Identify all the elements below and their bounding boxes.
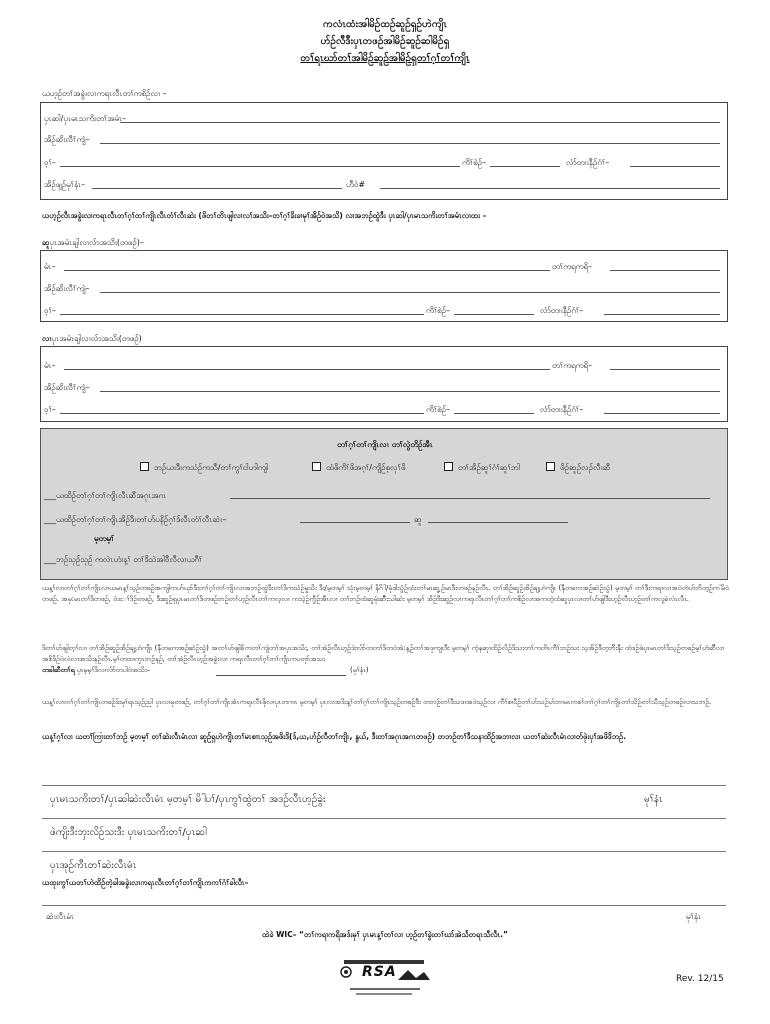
to-address-field[interactable]	[100, 391, 720, 392]
patient-zip-label: လံာ်တၢးနီဉ်ဂံၢ်–	[566, 158, 610, 167]
from-phone-label: တၢ်ကရကရိ–	[552, 262, 592, 271]
form-title-line-3: တၢ်ရၤဃာ်တၢ်အါမိဉ်ဆူဉ်အါမိဉ်ရှတၢ်ဂ့ၢ်တၢ်ကျိၤ	[300, 53, 470, 64]
to-phone-label: တၢ်ကရကရိ–	[552, 361, 592, 370]
checkbox-social-label: ထံဖိကိၢ်ဖိအဂ့ၢ်/ကျိဉ်စ့လုၢ်ဖိ	[326, 463, 406, 472]
info-line-2-field-b[interactable]	[428, 522, 568, 523]
to-block-label	[42, 333, 142, 345]
patient-state-label: ကိၢ်စဲဉ်–	[462, 158, 487, 167]
to-name-field[interactable]	[64, 369, 550, 370]
signature-3-label: ပှၤအုဉ်ကီၤတၢ်ဆဲးလီၤမံၤ	[50, 860, 137, 871]
from-name-field[interactable]	[64, 270, 550, 271]
from-block-label	[42, 237, 144, 249]
patient-name-label: ပှၤဆါ/ပှၤမၤသကိးတၢ်အမံၤ–	[44, 114, 127, 123]
from-city-label: ဝ့ၢ်–	[44, 306, 56, 315]
logo-text: RSA	[362, 964, 397, 980]
info-line-2-field-a[interactable]	[300, 522, 410, 523]
info-line-1-field[interactable]	[230, 498, 710, 499]
checkbox-social[interactable]	[312, 462, 321, 471]
from-zip-field[interactable]	[604, 314, 720, 315]
body-paragraph-2: ဒိတၢ်ဟ်ဖျါတ့ၢ်လၢ တၢ်အိဉ်ဆူဉ်အိဉ်ချ့ဟဲကျိၤ (နီတကေအဉ်ဆဲဉ်သွံ) အတၢ်ဟ်ဖျါခိကတၢ်ကျဲတၢ်အပှၤအသိး, တၢ်အဲဉ်လီၤဟ့ဉ်ဒဲးလ်ာ်တတၢ်ဒိတဝဲအဲ:န့ဉ်တၢ်အဒုကျၤဒီး မ့တမ့ၢ် ကဲ့နဆုၢထိဉ်လိဉ်ဒိသးတၢ်ကတိၤကီၢ်ဘဉ်သး သ့အိဉ်ဒီတ့ဘိိးနီး ထဲဒဉ်ဖဲပှၤမၤတၢ်ဒိသ့ဉ်တဖဉ်မ့ၢ်ဟံဆိီလၢအစိဒိဉ်ဝဲလဲလၢအသိးနဉ်လီၤ.မ့ၢ်တထၢကၠၤဘဉ်နဉ်, တၢ်အဲဉ်လီၤဟ့ဉ်အခွဲးလၢ ကရၤလီၤတၢ်ဂ့ၢ်တၢ်ကျိၤကပတုာ်အသး	[42, 644, 725, 663]
form-title-line-2: ဟ်ဉ်လီဒီးပှၤတဖဉ်အါမိဉ်ဆူဉ်ဆါမိဉ်ရှ	[320, 36, 450, 47]
from-label-bold: ဆူ	[42, 238, 50, 247]
to-state-field[interactable]	[454, 413, 534, 414]
patient-id-field[interactable]	[380, 188, 720, 189]
release-heading: ယဟ့ဉ်လီၤအခွဲးလၢကရၤလီၤတၢ်ဂ့ၢ်တၢ်ကျိၤလီၤတံၢ်လီၤဆဲး (ဖိတၢ်တိၤဖျါလၢလၢ်အသိး–တၢ်ဂ့ၢ်ခိးခၢမုၢ်အိဉ်ဝဲအသိ) လၢအဘဉ်ထွဲဒီး ပှၤဆါ/ပှၤမၤသကိးတၢ်အမံၤလၢထး –	[42, 211, 487, 220]
patient-city-field[interactable]	[60, 166, 460, 167]
bold-paragraph: ယန့ၢ်ဂ့ၢ်လၢ ယတၢ်ကြၢးတၢ်ဘဉ် မ့တမ့ၢ် တၢ်ဆဲးလီၤမံၤလၢ ဆူဉ်ရှဟဲကျိၤတၢ်မၤစၢၤသ့ဉ်အဖိးဒိ(ဒ်,ယ,ဟ်ဉ်လီတၢ်ကျိၤ, နွယ်, ဒီးတၢ်အဂုၤအဂၤတဖဉ်) တဘဉ်တၢ်ဒီသနၢထိဉ်အဘၢလၢ ယတၢ်ဆဲးလီၤမံၤလၢတ်ဖုဲးပုၢ်အဖိဒိဘဉ်.	[42, 732, 626, 741]
signature-2-label: ဖဲကျိးဒီးဘှးလိဉ်သးဒီး ပှၤမၤသကိးတၢ်/ပှၤဆါ	[50, 827, 207, 838]
agency-logo	[336, 958, 432, 998]
from-info-box	[40, 250, 728, 322]
paragraph-2-tail-text: ပှၤမ့မ့ၢ်ဒိလၢလ်ာ်တပါဝဲအသိး–	[76, 666, 151, 674]
to-name-label: မံၤ–	[44, 361, 56, 370]
info-line-1-label: ___ယထိဉ်တၢ်ဂ့ၢ်တၢ်ကျိၤလီၤဆီအဂုၤအဂၤ	[44, 491, 167, 500]
signature-1-label: ပှၤမၤသကိးတၢ်/ပှၤဆါဆဲးလီၤမံၤ မ့တမ့ၢ် မိါပၢ်/ပှၤကွၢ်ထွဲတၢ် အဒဉ်လီၤဟ့ဉ်ခွဲး	[50, 794, 326, 805]
from-name-label: မံၤ–	[44, 262, 56, 271]
info-line-3-label: ___ဘဉ်သုဉ်သုဉ် ကလဲၤဟံးန့ၢ် တၢ်ဒိသဲအါဝီလီလၢယဂီၢ်	[44, 555, 203, 564]
patient-id-label: ဟီဝဲ#	[346, 180, 366, 189]
signature-line-3[interactable]	[42, 851, 726, 852]
intro-label: ယဟ့ဉ်တၢ်အခွဲးလၢကရၤလီၤတၢ်ကစိဉ်လၢ –	[42, 89, 167, 98]
patient-address-label: အိဉ်ဆိးလီၢ်ကျဲ–	[44, 135, 90, 144]
info-box-title: တၢ်ဂ့ၢ်တၢ်ကျိၤလၢ တၢ်လွဲတိဉ်အီၤ	[337, 440, 433, 449]
from-state-label: ကိၢ်စဲဉ်–	[426, 306, 451, 315]
from-phone-field[interactable]	[610, 270, 720, 271]
info-or-label: မ့တမ့ၢ်	[94, 534, 115, 543]
from-state-field[interactable]	[454, 314, 534, 315]
wic-note: ထဲခဲ WIC– “တၢ်ကရၢကရိအဒ်းမုၢ် ပှၤမၤန့ၢ်တၢ်လၢ ဟ့ဉ်တၢ်ခွဲးတၢ်ဃာ်အဲသ်ဲတရၤသီလီၤ.”	[262, 930, 508, 939]
body-paragraph-2-tail	[42, 666, 150, 676]
checkbox-medical[interactable]	[140, 462, 149, 471]
patient-zip-field[interactable]	[630, 166, 720, 167]
to-city-label: ဝ့ၢ်–	[44, 405, 56, 414]
from-city-field[interactable]	[60, 314, 424, 315]
from-address-label: အိဉ်ဆိးလီၢ်ကျဲ–	[44, 284, 90, 293]
patient-state-field[interactable]	[490, 166, 560, 167]
body-paragraph-1: ယန့ၢ်လၢတၢ်ဂ့ၢ်တၢ်ကျိၤလၢယမၤန့ၢ်သ့ဉ်တဖဉ်အကျါကဟ်ယှာ်ဒီးတၢ်ဂ့ၢ်တၢ်ကျိၤလၢအဘဉ်ထွဲဒီးတၢ်ဒိကသံဉ်မှုသိး ဒီး/မ့တမ့ၢ် သုံးမ့တမ့ၢ် နိဂိါ/မုံဒါသွံဉ်ထံးတၢ်မၤဆူ့ဉ်မၤဒီးတဖဉ်နဉ်လီၤ. တၢ်အိဉ်ဆူဉ်အိဉ်ချ့ဟဲကျိၤ (နီတကေအဉ်ဆဲဉ်သွံ) မ့တမ့ၢ် တၢ်ဒီးကရၢလၢအဝဲတဲဟ်ဘိတ့ဉ်ကမိဲဝဲတဖဉ်. အမှ:မၤတၢ်ဒိတဖဉ်, ဝဲဒးၢ်ဒိဉ်တဖဉ်, ဒီးဆူဉ်ရှပှၤမၤတၢ်ဒိတဖဉ်ဘဉ်တၢ်ဟ့ဉ်လီၤတၢ်ကလ့လၢ ကသဲ့ဉ်ကွီဉ်အီၤလၢ တၢ်ဘဉ်ထံဆူမုံးဆိီးသါဆဲး မ့တမ့ၢ် အိဉ်ဒီးဆူဉ်လၢကရၤလီၤတၢ်ဂ့ၢ်တၢ်ကစိဉ်လၢအကတဲ့ထံဆူပှၤလၢတၢ်ဟ်ဖျါဒီးဟ့ဉ်လီၤဟ့ဉ်တၢ်ကလှ့ခဲလဲၤလီၤ.	[42, 584, 729, 603]
from-label-rest: ပှၤအမံၤချါလၢလ်ာအသိး(တဖဉ်)–	[49, 238, 144, 247]
patient-name-field[interactable]	[120, 122, 720, 123]
signature-line-1[interactable]	[42, 785, 726, 786]
paragraph-2-bold-term: တခါဆီတၢ်ရ	[42, 666, 75, 674]
to-city-field[interactable]	[60, 413, 424, 414]
info-line-2-to: ဆူ	[414, 515, 422, 524]
revision-label: Rev. 12/15	[676, 974, 724, 984]
checkbox-special[interactable]	[546, 462, 555, 471]
revocation-date-field[interactable]	[216, 675, 346, 676]
to-phone-field[interactable]	[610, 369, 720, 370]
signature-line-2[interactable]	[42, 818, 726, 819]
to-address-label: အိဉ်ဆိးလီၢ်ကျဲ–	[44, 383, 90, 392]
form-title-line-1: ကလံၤထံးအါမိဉ်ထဉ်ဆူဉ်ရှဉ်ဟဲကျိၤ	[323, 19, 447, 30]
checkbox-special-label: ဖိဉ်ဆူဉ်လၣ်လီးဆီ	[560, 463, 611, 472]
witness-note: ယထုးကွၢ်ယတၢ်ဟဲထိဉ်တဲ့ခါအခွဲးလၢကရၤလီၤတၢ်ဂ့ၢ်တၢ်ကျိၤကကၢ်ဂံၢ်ခါလီၤ–	[42, 878, 249, 887]
checkbox-medical-label: ဘဉ်ယးဒီးကသံဉ်ကသီ/တၢ်ကွၢ်ငါဟါကျါ	[154, 463, 269, 472]
to-info-box	[40, 346, 728, 422]
patient-info-box	[40, 102, 728, 200]
from-zip-label: လံာ်တၢးနီဉ်ဂံၢ်–	[540, 306, 584, 315]
to-label-rest: ပှၤအမံၤချါလၢလ်ာအသိး(တဖဉ်)	[51, 334, 142, 343]
signature-4-date-label: မုၢ်နံၤ	[686, 912, 702, 921]
signature-line-4[interactable]	[42, 905, 726, 906]
body-paragraph-3: ယန့ၢ်လၢတၢ်ဂ့ၢ်တၢ်ကျိၤတဖဉ်ဒ်းမုၢ်ရၤသ့ဉ်ညါ ပှၤလၢမုတဖဉ်, တၢ်ဂ့ၢ်တၢ်ကျိၤအံၤကရၤလီၤဖိုလၢပှၤတကၤ မ့တမ့ၢ် ပှၤလၢအဒိးန့ၢ်တၢ်ဂ့ၢ်တၢ်ကျိၤသ့ဉ်တဖဉ်ဒီး တဘဉ်တၢ်ဒီသဒၢအဝဲသ့ဉ်လၢ ကီၢ်စၢပီဉ်တၢ်ဟ်သဉ်ဟ်ဘၢမၤကစၢ်တၢ်ဂ့ၢ်တၢ်ကျိၤတၢ်သိဉ်တၢ်သီသ့ဉ်တဖဉ်လၢသဘဉ်.	[42, 698, 712, 706]
from-address-field[interactable]	[100, 292, 720, 293]
to-zip-field[interactable]	[604, 413, 720, 414]
to-zip-label: လံာ်တၢးနီဉ်ဂံၢ်–	[540, 405, 584, 414]
checkbox-mental[interactable]	[444, 462, 453, 471]
info-line-2-label: ___ယထိဉ်တၢ်ဂ့ၢ်တၢ်ကျိၤအိဉ်ဒီးတၢ်ဟ်ပနိဉ်ဂ့ၢ်ဒ်လီၤတံၢ်လီၤဆဲး–	[44, 515, 227, 524]
patient-address-field[interactable]	[100, 143, 720, 144]
checkbox-mental-label: တၢ်အိဉ်ဆူၢ်ဂံၢ်ဆူၢ်ဘါ	[458, 463, 521, 472]
to-state-label: ကိၢ်စဲဉ်–	[426, 405, 451, 414]
revocation-date-label: (မုၢ်နံၤ)	[350, 666, 369, 674]
signature-4-label: ဆဲးလီၤမံၤ	[46, 912, 74, 921]
signature-1-date-label: မုၢ်နံၤ	[644, 794, 663, 805]
to-label-bold: လၢ	[42, 334, 52, 343]
patient-dob-label: အိဉ်ဖျဉ်မုၢ်နံၤ–	[44, 180, 86, 189]
patient-dob-field[interactable]	[92, 188, 342, 189]
patient-city-label: ဝ့ၢ်–	[44, 158, 56, 167]
